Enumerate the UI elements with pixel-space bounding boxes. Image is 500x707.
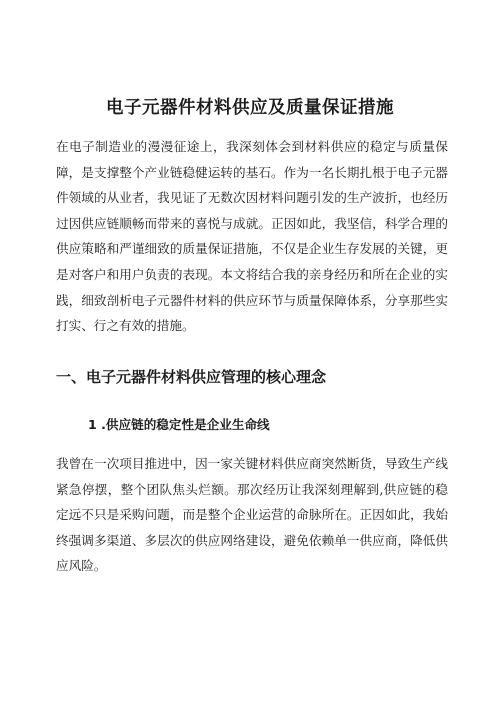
subsection-paragraph: 我曾在一次项目推进中，因一家关键材料供应商突然断货，导致生产线紧急停摆，整个团队焦头烂额。那次经历让我深刻理解到,供应链的稳定远不只是采购问题，而是整个企业运营的命脉所在。正因如此，我始终强调多渠道、多层次的供应网络建设，避免依赖单一供应商，降低供应风险。 <box>56 456 448 574</box>
subsection-heading: 1 .供应链的稳定性是企业生命线 <box>88 417 270 432</box>
intro-paragraph: 在电子制造业的漫漫征途上，我深刻体会到材料供应的稳定与质量保障，是支撑整个产业链稳健运转的基石。作为一名长期扎根于电子元器件领域的从业者，我见证了无数次因材料问题引发的生产波折，也经历过因供应链顺畅而带来的喜悦与成就。正因如此，我坚信，科学合理的供应策略和严谨细致的质量保证措施，不仅是企业生存发展的关键，更是对客户和用户负责的表现。本文将结合我的亲身经历和所在企业的实践，细致剖析电子元器件材料的供应环节与质量保障体系，分享那些实打实、行之有效的措施。 <box>56 139 448 334</box>
document-title: 电子元器件材料供应及质量保证措施 <box>106 98 394 118</box>
section-heading: 一、电子元器件材料供应管理的核心理念 <box>56 368 327 386</box>
